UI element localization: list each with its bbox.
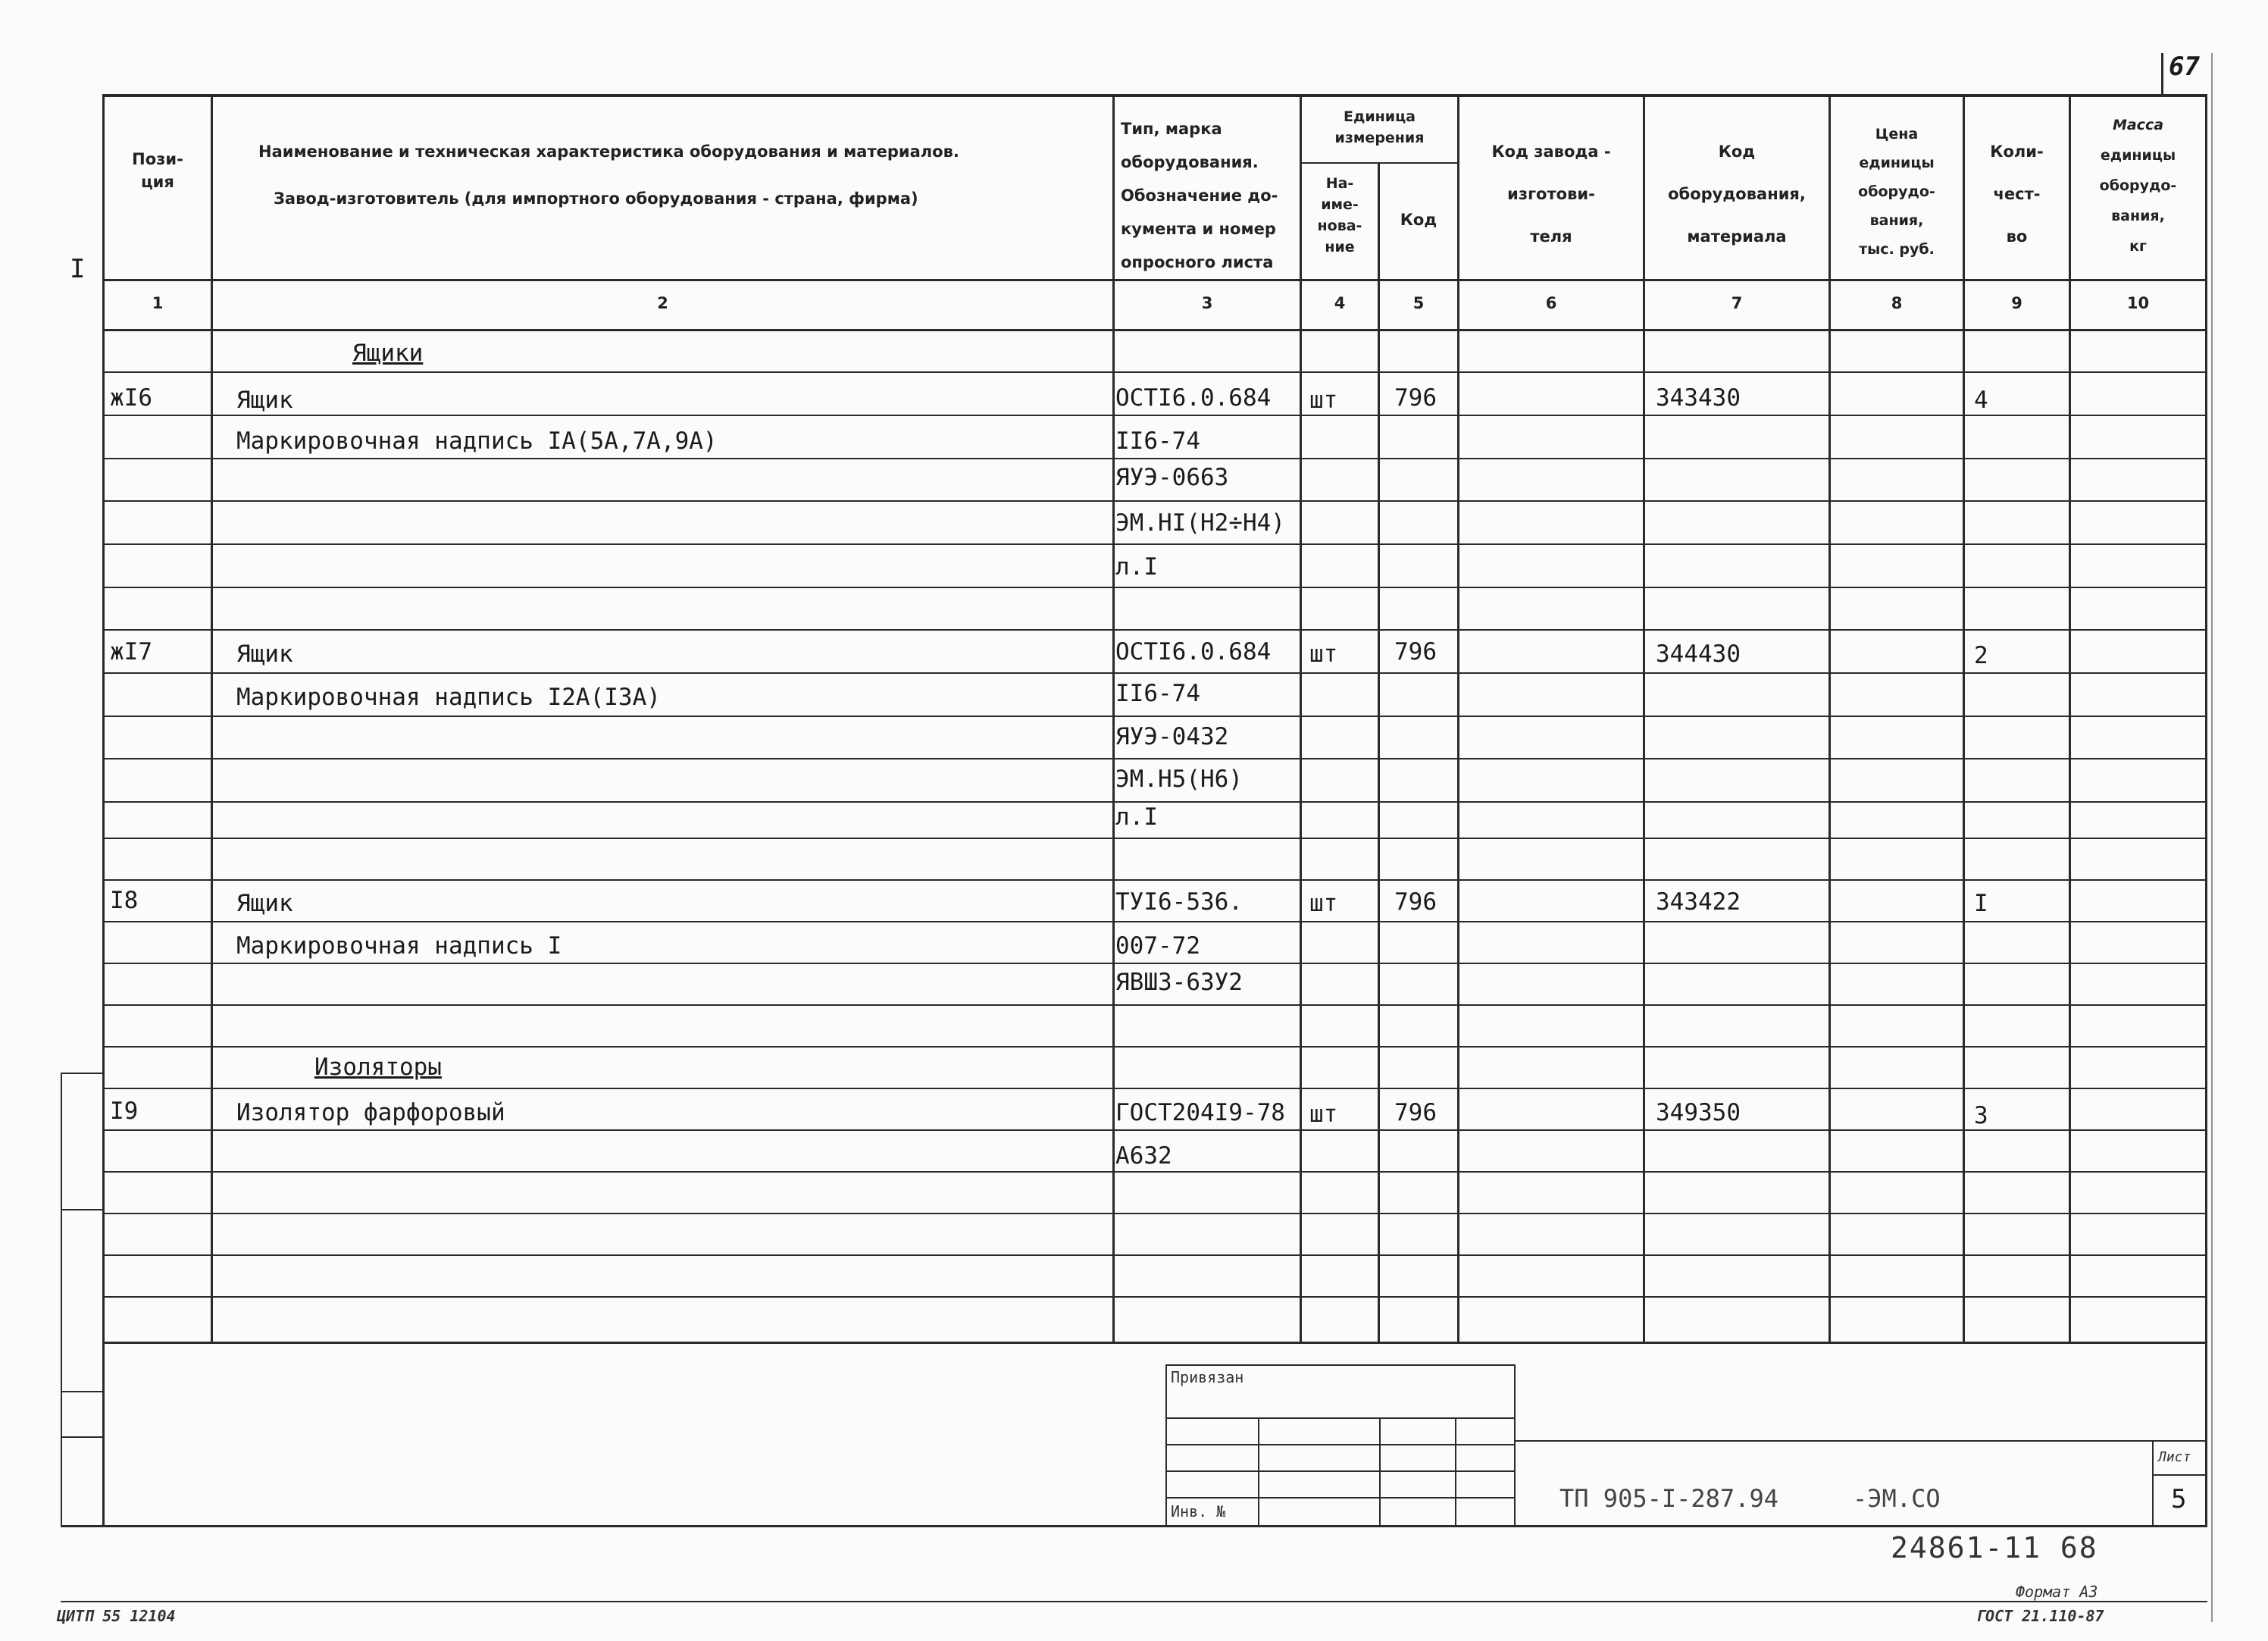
row-line [102, 963, 2207, 964]
item-type-line: ЭМ.Н5(Н6) [1115, 766, 1243, 793]
item-type-line: II6-74 [1115, 680, 1200, 707]
stamp-line [2152, 1474, 2207, 1476]
col-line [211, 94, 213, 1343]
header-col7: Код оборудования, материала [1668, 142, 1806, 246]
sheet-corner-number: 67 [2169, 52, 2200, 82]
header-col8: Цена единицы оборудо- вания, тыс. руб. [1858, 126, 1935, 258]
stamp-line [1258, 1417, 1259, 1525]
item-unit-code: 796 [1394, 638, 1437, 665]
colnum-3: 3 [1201, 294, 1213, 312]
item-type-line: ОСТI6.0.684 [1115, 384, 1272, 412]
item-name: Ящик [236, 387, 293, 414]
item-equipment-code: 349350 [1656, 1099, 1741, 1126]
row-line [102, 587, 2207, 588]
item-quantity: 3 [1974, 1102, 1988, 1129]
item-type-line: л.I [1115, 553, 1158, 581]
row-line [102, 1213, 2207, 1214]
row-line [102, 1171, 2207, 1173]
item-name: Ящик [236, 640, 293, 668]
row-line [102, 1088, 2207, 1089]
row-line [102, 629, 2207, 631]
stamp-doc-code: ТП 905-I-287.94 [1559, 1484, 1778, 1513]
row-line [102, 1254, 2207, 1256]
margin-strip-line [61, 1209, 102, 1210]
header-col4: На- име- нова- ние [1317, 175, 1362, 255]
header-col6: Код завода - изготови- теля [1491, 142, 1611, 246]
colnum-2: 2 [657, 294, 668, 312]
row-line [102, 879, 2207, 881]
header-bottom-border [102, 279, 2207, 281]
row-line [102, 1296, 2207, 1298]
margin-strip-line [61, 1073, 62, 1526]
stamp-line [1455, 1417, 1456, 1525]
row-line [102, 921, 2207, 922]
item-marking: Маркировочная надпись I2A(I3A) [236, 684, 661, 711]
row-line [102, 1046, 2207, 1048]
item-type-line: ЯУЭ-0432 [1115, 723, 1229, 750]
margin-strip-line [61, 1391, 102, 1392]
item-unit-code: 796 [1394, 384, 1437, 412]
col-line [1300, 94, 1302, 1343]
item-equipment-code: 343422 [1656, 888, 1741, 916]
header-col3: Тип, марка оборудования. Обозначение до- кумента и номер опросного листа [1121, 120, 1278, 271]
item-type-line: II6-74 [1115, 427, 1200, 455]
margin-mark: I [70, 254, 86, 284]
stamp-line [1165, 1470, 1516, 1472]
colnum-8: 8 [1891, 294, 1903, 312]
stamp-applied-label: Привязан [1171, 1368, 1244, 1386]
item-unit: шт [1309, 1101, 1338, 1128]
margin-strip-line [61, 1436, 102, 1438]
col-line [1378, 162, 1380, 1343]
margin-strip-line [61, 1073, 102, 1074]
stamp-line [1516, 1440, 2207, 1442]
stamp-inv-label: Инв. № [1171, 1502, 1226, 1520]
item-type-line: ТУI6-536. [1115, 888, 1243, 916]
stamp-line [1165, 1497, 1516, 1499]
item-quantity: 2 [1974, 642, 1988, 669]
gost-label: ГОСТ 21.110-87 [1976, 1607, 2104, 1625]
item-position: I9 [110, 1098, 139, 1125]
table-top-border [102, 94, 2207, 97]
row-line [102, 371, 2207, 373]
colnum-6: 6 [1545, 294, 1557, 312]
header-unit-group: Единица измерения [1334, 108, 1425, 146]
section-title-boxes: Ящики [352, 340, 424, 367]
item-marking: Маркировочная надпись I [236, 932, 562, 960]
row-line [102, 1129, 2207, 1131]
stamp-line [1165, 1364, 1516, 1366]
item-unit: шт [1309, 640, 1338, 668]
col-line [2069, 94, 2071, 1343]
header-col2: Наименование и техническая характеристика оборудования и материалов. Завод-изготовитель (для импортного оборудования - страна, фирма) [258, 142, 959, 208]
row-line [102, 458, 2207, 459]
item-type-line: ЯУЭ-0663 [1115, 464, 1229, 491]
item-type-line: ЭМ.НI(Н2÷Н4) [1115, 509, 1285, 537]
stamp-line [1379, 1417, 1381, 1525]
item-type-line: л.I [1115, 803, 1158, 831]
item-name: Ящик [236, 890, 293, 917]
item-equipment-code: 344430 [1656, 640, 1741, 668]
item-unit: шт [1309, 890, 1338, 917]
item-unit-code: 796 [1394, 888, 1437, 916]
item-quantity: I [1974, 890, 1988, 917]
item-marking: Маркировочная надпись IA(5A,7A,9A) [236, 427, 718, 455]
row-line [102, 758, 2207, 759]
item-type-line: 007-72 [1115, 932, 1200, 960]
colnum-9: 9 [2011, 294, 2022, 312]
bottom-rule [61, 1601, 2207, 1602]
colnum-10: 10 [2126, 294, 2150, 312]
col-line [1643, 94, 1645, 1343]
item-type-line: ГОСТ204I9-78 [1115, 1099, 1285, 1126]
header-col9: Коли- чест- во [1990, 142, 2044, 246]
left-code: ЦИТП 55 12104 [57, 1607, 176, 1625]
header-col5: Код [1400, 211, 1437, 229]
stamp-sheet-number: 5 [2171, 1484, 2187, 1514]
stamp-sheet-label: Лист [2158, 1449, 2191, 1465]
row-line [102, 716, 2207, 717]
item-name: Изолятор фарфоровый [236, 1099, 505, 1126]
colnum-bottom-border [102, 329, 2207, 331]
item-position: I8 [110, 887, 139, 914]
row-line [102, 672, 2207, 674]
table-bottom-border [102, 1342, 2207, 1344]
right-edge-line [2211, 53, 2213, 1622]
frame-left-border [102, 1342, 105, 1527]
col-line [1457, 94, 1459, 1343]
stamp-line [1165, 1444, 1516, 1445]
row-line [102, 1004, 2207, 1006]
row-line [102, 543, 2207, 545]
col-line [102, 94, 105, 1343]
item-type-line: А632 [1115, 1142, 1172, 1170]
col-line [2205, 94, 2207, 1527]
item-unit-code: 796 [1394, 1099, 1437, 1126]
item-type-line: ОСТI6.0.684 [1115, 638, 1272, 665]
row-line [102, 838, 2207, 839]
stamp-line [1165, 1417, 1516, 1419]
col-line [1828, 94, 1831, 1343]
item-position: жI6 [110, 384, 152, 412]
item-quantity: 4 [1974, 387, 1988, 414]
colnum-5: 5 [1412, 294, 1425, 312]
colnum-1: 1 [152, 294, 164, 312]
item-unit: шт [1309, 387, 1338, 414]
header-col10: Масса единицы оборудо- вания, кг [2099, 117, 2177, 255]
item-equipment-code: 343430 [1656, 384, 1741, 412]
header-col1: Пози- ция [132, 150, 183, 191]
section-title-insulators: Изоляторы [314, 1054, 442, 1081]
col-line [1963, 94, 1965, 1343]
colnum-4: 4 [1334, 294, 1346, 312]
frame-bottom-border [61, 1525, 2207, 1527]
item-type-line: ЯВШЗ-63У2 [1115, 969, 1243, 996]
row-line [102, 500, 2207, 502]
stamp-doc-suffix: -ЭМ.СО [1853, 1484, 1941, 1513]
format-label: Формат А3 [2016, 1583, 2098, 1601]
archive-number: 24861-11 68 [1891, 1531, 2098, 1564]
corner-mark-line [2161, 53, 2163, 94]
stamp-line [2152, 1440, 2154, 1525]
col-line [1112, 94, 1115, 1343]
item-position: жI7 [110, 638, 152, 665]
colnum-7: 7 [1731, 294, 1743, 312]
row-line [102, 415, 2207, 416]
